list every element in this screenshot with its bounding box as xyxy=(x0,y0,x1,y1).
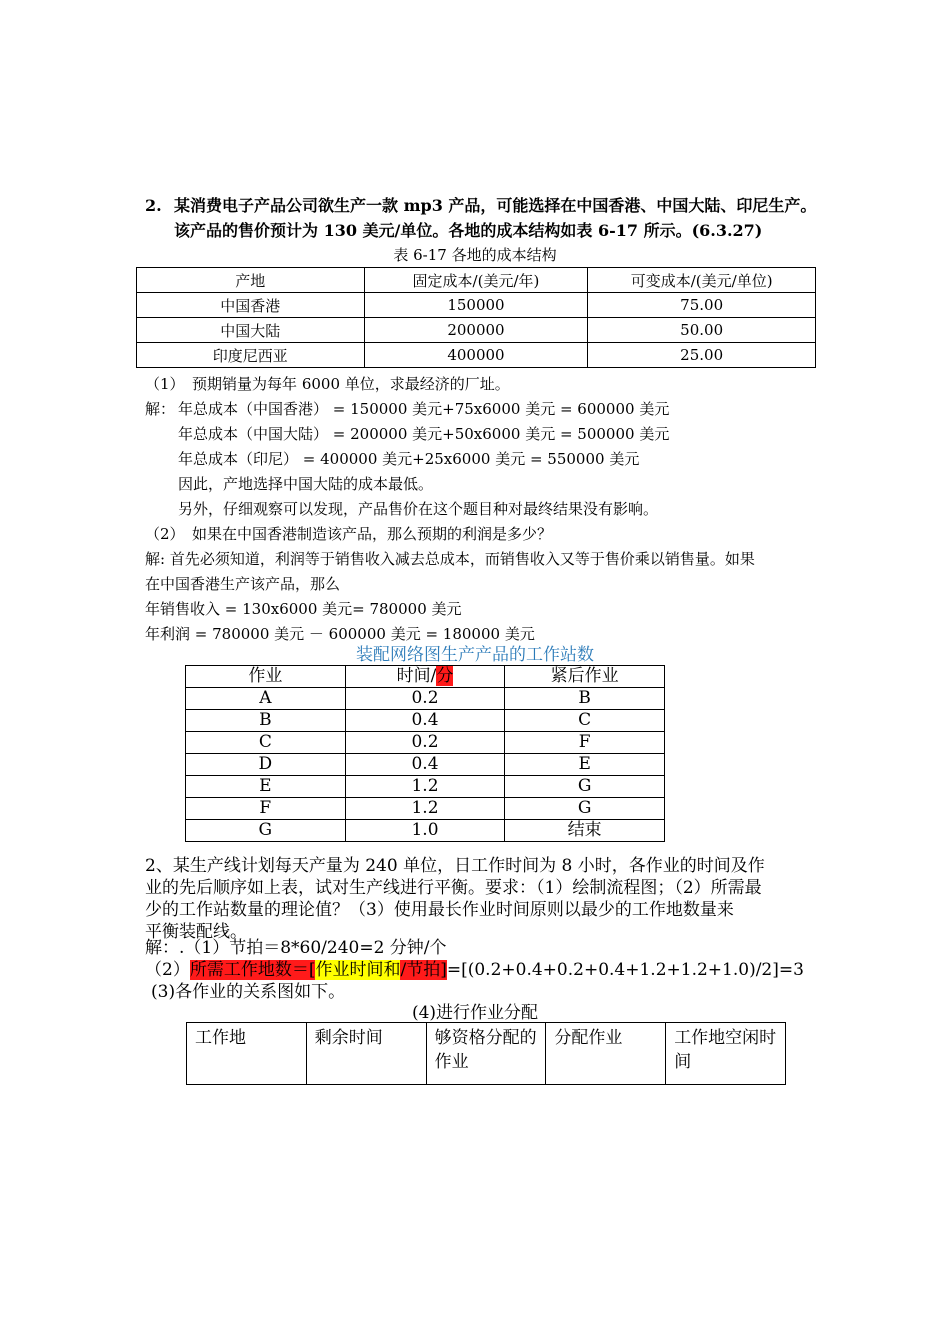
table-cell: 中国香港 xyxy=(137,293,365,318)
q2b-solution-2 xyxy=(145,959,804,981)
header-cell: 紧后作业 xyxy=(505,666,665,688)
header-cell: 固定成本/(美元/年) xyxy=(364,268,588,293)
table-cell: A xyxy=(186,688,346,710)
table-cell: 中国大陆 xyxy=(137,318,365,343)
allocation-table xyxy=(186,1022,786,1085)
table-cell: 0.4 xyxy=(345,710,505,732)
problem-text-line2: 该产品的售价预计为 130 美元/单位。各地的成本结构如表 6-17 所示。(6.3.27) xyxy=(174,221,763,240)
header-time-label: 时间/ xyxy=(396,666,437,686)
q2b-solution-1: 解：.（1）节拍＝8*60/240=2 分钟/个 xyxy=(145,938,447,958)
table-cell: D xyxy=(186,754,346,776)
table-cell: E xyxy=(505,754,665,776)
table-cell: 75.00 xyxy=(588,293,816,318)
table-cell: 0.2 xyxy=(345,688,505,710)
header-cell: 可变成本/(美元/单位) xyxy=(588,268,816,293)
header-cell: 够资格分配的作业 xyxy=(426,1023,546,1085)
header-cell: 剩余时间 xyxy=(306,1023,426,1085)
table-cell: 1.0 xyxy=(345,820,505,842)
table-cell: B xyxy=(505,688,665,710)
table-cell: 50.00 xyxy=(588,318,816,343)
part2-solution-line1: 解: 首先必须知道，利润等于销售收入减去总成本，而销售收入又等于售价乘以销售量。如果 xyxy=(145,550,755,568)
part1-solution-line: 另外，仔细观察可以发现，产品售价在这个题目种对最终结果没有影响。 xyxy=(178,500,659,518)
header-cell: 工作地 xyxy=(187,1023,307,1085)
part2-profit: 年利润 = 780000 美元 － 600000 美元 = 180000 美元 xyxy=(145,625,535,643)
table-cell: B xyxy=(186,710,346,732)
table-cell: 400000 xyxy=(364,343,588,368)
workstation-table xyxy=(185,665,665,842)
table-row xyxy=(186,798,665,820)
part1-solution-line: 年总成本（中国香港） = 150000 美元+75x6000 美元 = 600000 美元 xyxy=(178,400,670,418)
cost-table xyxy=(136,267,816,368)
sol2-highlight-red: /节拍] xyxy=(400,960,447,980)
header-cell xyxy=(345,666,505,688)
q2b-solution-4: (4)进行作业分配 xyxy=(411,1003,539,1023)
part2-solution-line2: 在中国香港生产该产品，那么 xyxy=(145,575,341,593)
table-cell: 结束 xyxy=(505,820,665,842)
table-cell: G xyxy=(505,776,665,798)
part1-solution-line: 年总成本（印尼） = 400000 美元+25x6000 美元 = 550000 美元 xyxy=(178,450,640,468)
table-header-row xyxy=(187,1023,786,1085)
q2b-line1: 2、某生产线计划每天产量为 240 单位，日工作时间为 8 小时，各作业的时间及作 xyxy=(145,856,765,876)
table-cell: G xyxy=(186,820,346,842)
sol2-prefix: （2） xyxy=(145,960,190,980)
table-cell: 25.00 xyxy=(588,343,816,368)
q2b-solution-3: (3)各作业的关系图如下。 xyxy=(151,982,346,1002)
table-row xyxy=(137,318,816,343)
table-row xyxy=(186,820,665,842)
table-row xyxy=(186,732,665,754)
table-cell: C xyxy=(505,710,665,732)
cost-table-caption: 表 6-17 各地的成本结构 xyxy=(393,246,557,264)
part1-solution-line: 因此，产地选择中国大陆的成本最低。 xyxy=(178,475,434,493)
table-header-row xyxy=(186,666,665,688)
q2b-line3: 少的工作站数量的理论值？（3）使用最长作业时间原则以最少的工作地数量来 xyxy=(145,900,734,920)
table-row xyxy=(186,710,665,732)
table-row xyxy=(186,776,665,798)
header-cell: 工作地空闲时间 xyxy=(666,1023,786,1085)
table-row xyxy=(137,293,816,318)
table-cell: 1.2 xyxy=(345,776,505,798)
table-cell: 200000 xyxy=(364,318,588,343)
header-cell: 分配作业 xyxy=(546,1023,666,1085)
header-cell: 作业 xyxy=(186,666,346,688)
sol2-highlight-yellow: 作业时间和 xyxy=(315,960,401,980)
ws-table-title: 装配网络图生产产品的工作站数 xyxy=(356,645,594,665)
table-cell: G xyxy=(505,798,665,820)
part1-question: （1） 预期销量为每年 6000 单位，求最经济的厂址。 xyxy=(145,375,510,393)
table-cell: 0.2 xyxy=(345,732,505,754)
table-row xyxy=(137,343,816,368)
table-cell: C xyxy=(186,732,346,754)
part2-revenue: 年销售收入 = 130x6000 美元= 780000 美元 xyxy=(145,600,462,618)
table-cell: 0.4 xyxy=(345,754,505,776)
table-row xyxy=(186,754,665,776)
sol2-highlight-red: 所需工作地数＝[ xyxy=(189,960,316,980)
table-cell: 印度尼西亚 xyxy=(137,343,365,368)
table-row xyxy=(186,688,665,710)
q2b-line4: 平衡装配线。 xyxy=(145,922,247,942)
sol2-formula: =[(0.2+0.4+0.2+0.4+1.2+1.2+1.0)/2]=3 xyxy=(446,960,804,980)
header-cell: 产地 xyxy=(137,268,365,293)
table-cell: 150000 xyxy=(364,293,588,318)
problem-text-line1: 某消费电子产品公司欲生产一款 mp3 产品，可能选择在中国香港、中国大陆、印尼生产。 xyxy=(174,196,817,215)
header-time-unit: 分 xyxy=(436,666,454,686)
part1-solution-line: 年总成本（中国大陆） = 200000 美元+50x6000 美元 = 500000 美元 xyxy=(178,425,670,443)
part1-solution-label: 解： xyxy=(145,400,176,418)
table-cell: F xyxy=(186,798,346,820)
table-cell: E xyxy=(186,776,346,798)
table-cell: F xyxy=(505,732,665,754)
part2-question: （2） 如果在中国香港制造该产品，那么预期的利润是多少？ xyxy=(145,525,553,543)
q2b-line2: 业的先后顺序如上表，试对生产线进行平衡。要求：（1）绘制流程图；（2）所需最 xyxy=(145,878,762,898)
problem-number: 2. xyxy=(145,196,162,215)
table-header-row xyxy=(137,268,816,293)
table-cell: 1.2 xyxy=(345,798,505,820)
